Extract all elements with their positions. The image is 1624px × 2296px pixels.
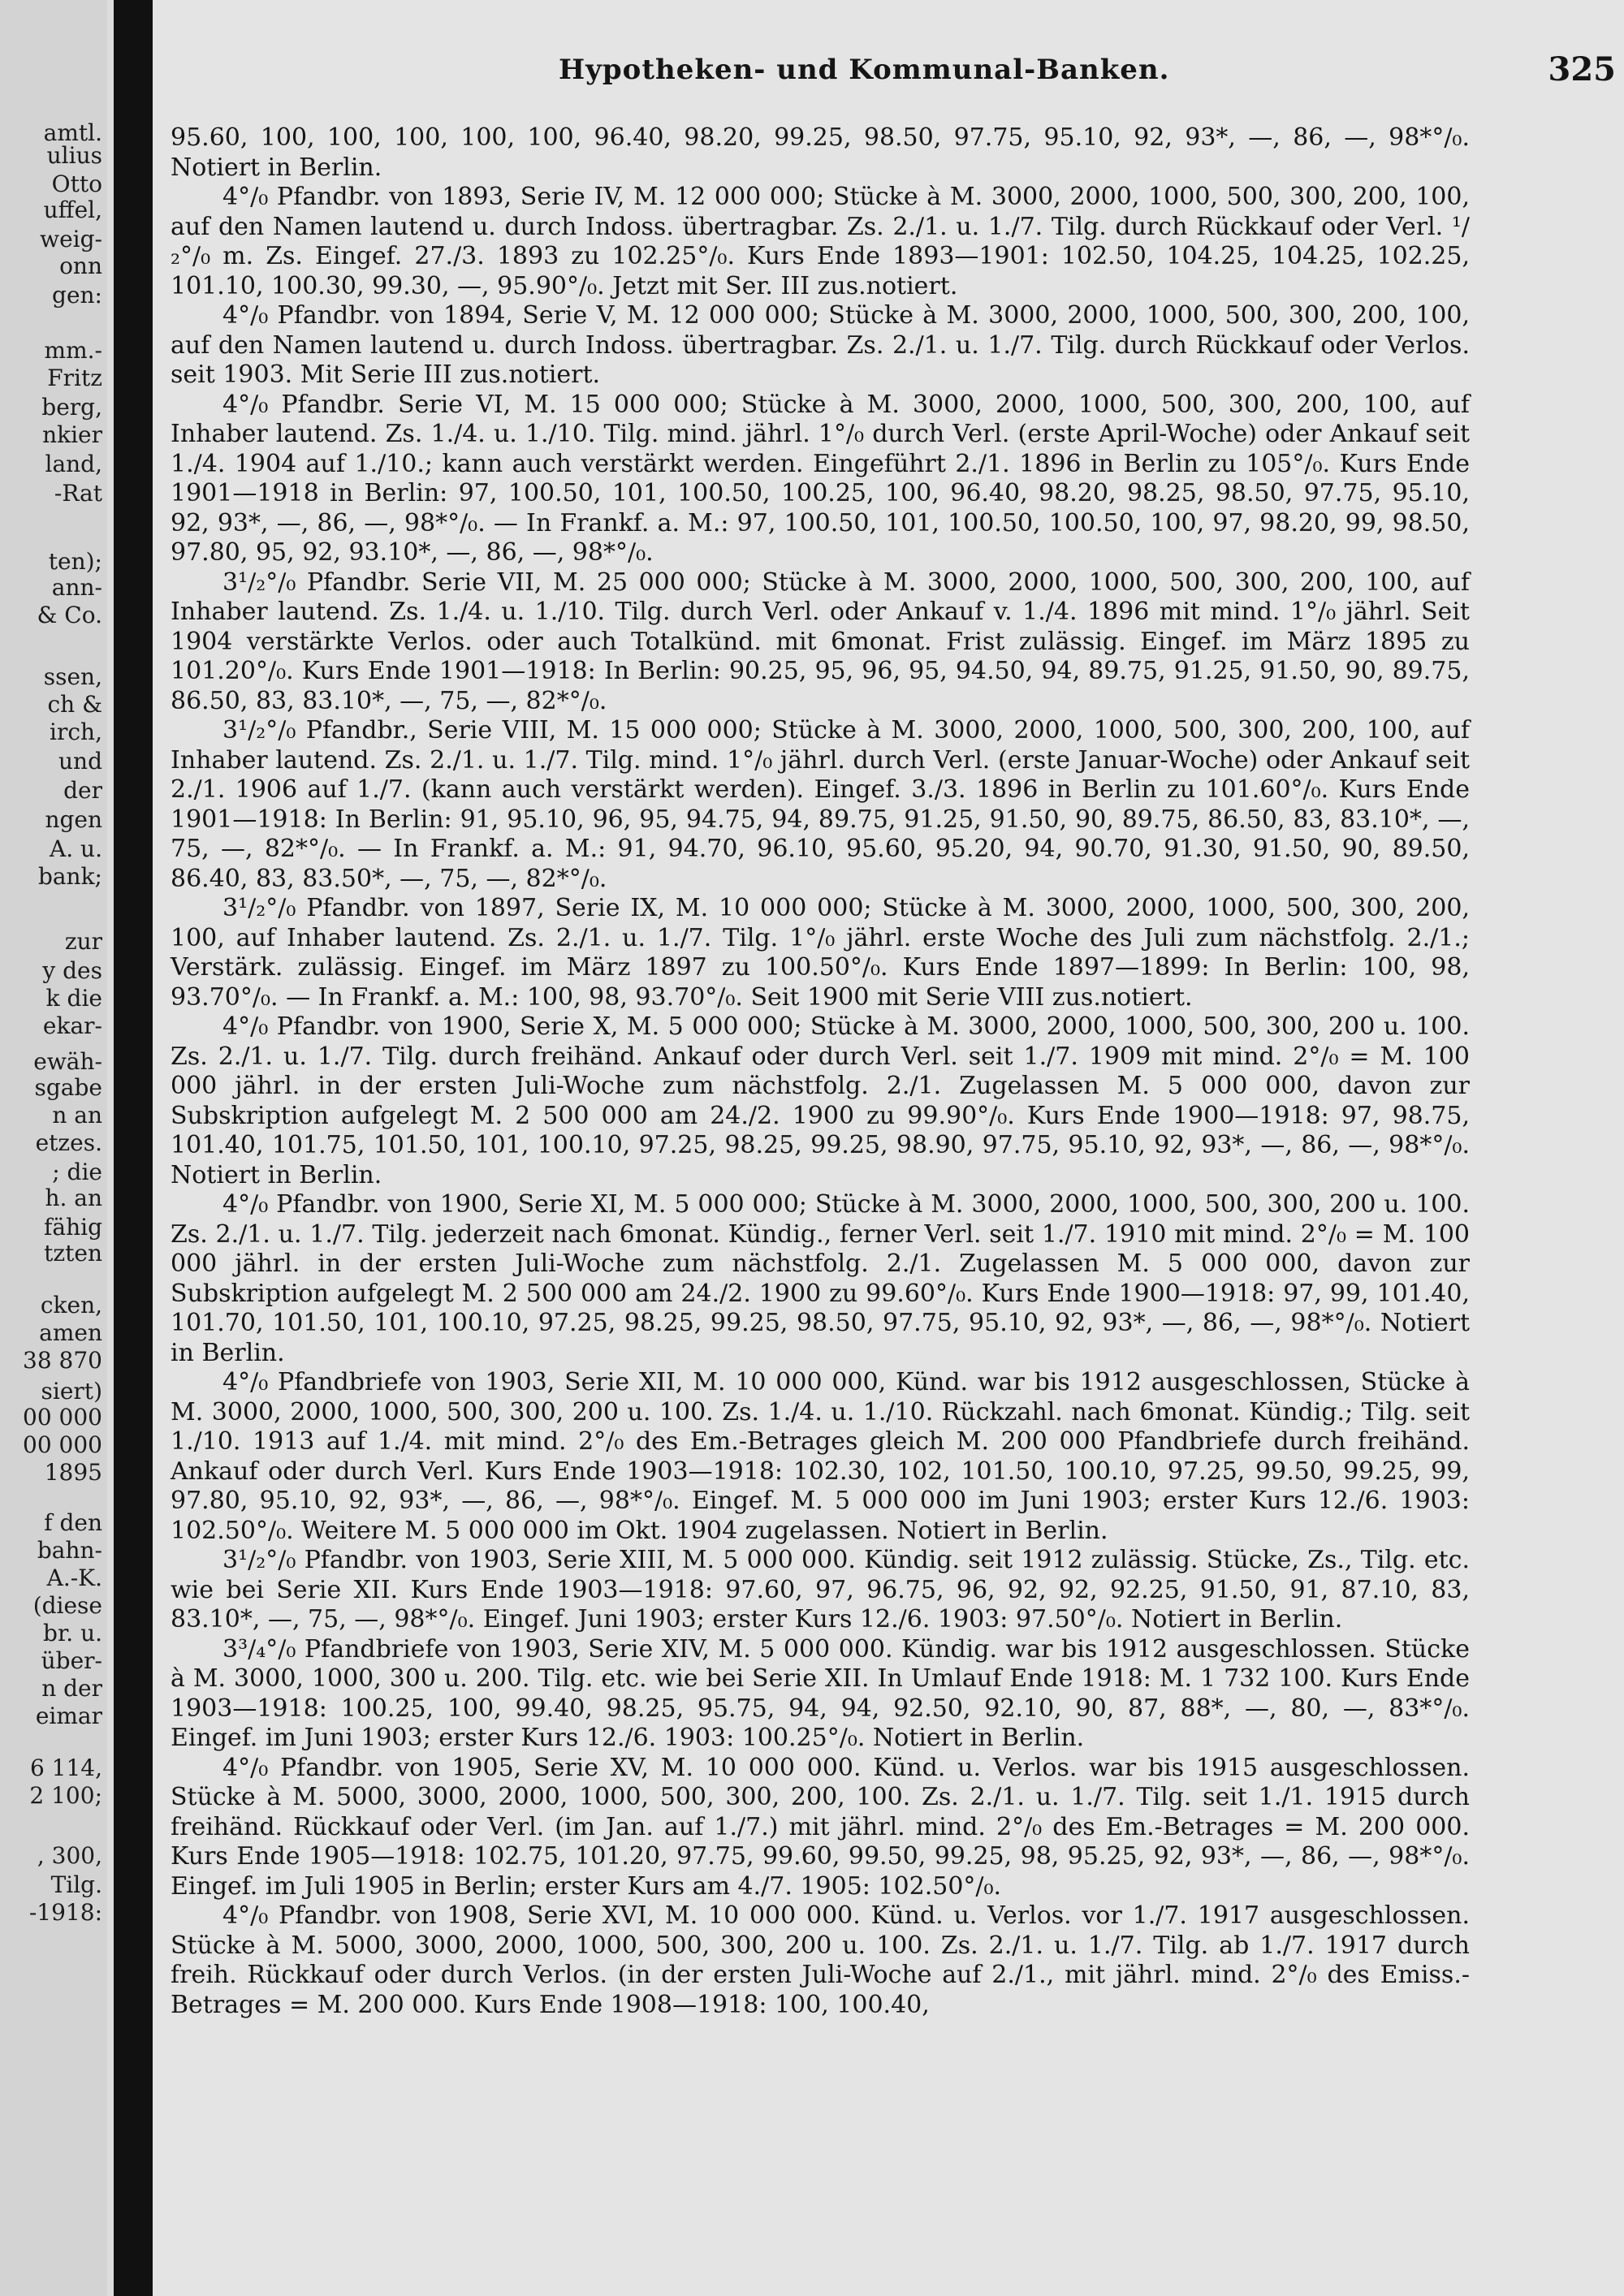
margin-fragment: bahn- [37, 1537, 102, 1564]
margin-fragment: 2 100; [29, 1782, 102, 1809]
margin-fragment: A.-K. [46, 1564, 102, 1591]
text-paragraph: 3¹/₂°/₀ Pfandbr. von 1903, Serie XIII, M. 5 000 000. Kündig. seit 1912 zulässig. Stücke, Zs., Tilg. etc. wie bei Serie XII. Kurs Ende 1903—1918: 97.60, 97, 96.75, 96, 92, 92, 92.25, 91.50, 91, 87.10, 83, 83.10*, —, 75, —, 98*°/₀. Eingef. Juni 1903; erster Kurs 12./6. 1903: 97.50°/₀. Notiert in Berlin. [171, 1546, 1470, 1634]
margin-fragment: ; die [52, 1159, 102, 1185]
page-header [153, 50, 1624, 93]
margin-fragment: , 300, [37, 1842, 102, 1869]
margin-fragment: und [58, 748, 102, 775]
margin-fragment: ekar- [42, 1012, 102, 1039]
margin-fragment: tzten [44, 1240, 102, 1267]
page-number: 325 [1548, 50, 1616, 88]
margin-fragment: k die [45, 985, 102, 1012]
margin-fragment: nkier [42, 421, 102, 448]
document-page [153, 0, 1624, 2296]
margin-fragment: gen: [52, 282, 102, 309]
margin-fragment: irch, [50, 719, 102, 745]
margin-fragment: 00 000 [23, 1404, 102, 1431]
margin-fragment: der [63, 777, 102, 804]
text-paragraph: 4°/₀ Pfandbriefe von 1903, Serie XII, M. 10 000 000, Künd. war bis 1912 ausgeschlossen, Stücke à M. 3000, 2000, 1000, 500, 300, 200 u. 100. Zs. 1./4. u. 1./10. Rückzahl. nach 6monat. Kündig.; Tilg. seit 1./10. 1913 auf 1./4. mit mind. 2°/₀ des Em.-Betrages gleich M. 200 000 Pfandbriefe durch freihänd. Ankauf oder durch Verl. Kurs Ende 1903—1918: 102.30, 102, 101.50, 100.10, 97.25, 99.50, 99.25, 99, 97.80, 95.10, 92, 93*, —, 86, —, 98*°/₀. Eingef. M. 5 000 000 im Juni 1903; erster Kurs 12./6. 1903: 102.50°/₀. Weitere M. 5 000 000 im Okt. 1904 zugelassen. Notiert in Berlin. [171, 1368, 1470, 1545]
margin-fragment: ulius [46, 142, 102, 169]
text-paragraph: 4°/₀ Pfandbr. Serie VI, M. 15 000 000; Stücke à M. 3000, 2000, 1000, 500, 300, 200, 100, auf Inhaber lautend. Zs. 1./4. u. 1./10. Tilg. mind. jährl. 1°/₀ durch Verl. (erste April-Woche) oder Ankauf seit 1./4. 1904 auf 1./10.; kann auch verstärkt werden. Eingeführt 2./1. 1896 in Berlin zu 105°/₀. Kurs Ende 1901—1918 in Berlin: 97, 100.50, 101, 100.50, 100.25, 100, 96.40, 98.20, 98.25, 98.50, 97.75, 95.10, 92, 93*, —, 86, —, 98*°/₀. — In Frankf. a. M.: 97, 100.50, 101, 100.50, 100.50, 100, 97, 98.20, 99, 98.50, 97.80, 95, 92, 93.10*, —, 86, —, 98*°/₀. [171, 390, 1470, 567]
margin-fragment: n der [41, 1675, 102, 1702]
margin-fragment: h. an [45, 1185, 102, 1211]
margin-fragment: weig- [40, 226, 102, 252]
margin-fragment: bank; [37, 863, 102, 890]
book-spine [114, 0, 153, 2296]
margin-fragment: f den [44, 1509, 102, 1536]
margin-fragment: cken, [40, 1292, 102, 1318]
margin-fragment: 00 000 [23, 1431, 102, 1458]
margin-fragment: (diese [32, 1592, 102, 1619]
margin-fragment: sgabe [34, 1074, 102, 1101]
text-paragraph: 4°/₀ Pfandbr. von 1905, Serie XV, M. 10 000 000. Künd. u. Verlos. war bis 1915 ausgeschlossen. Stücke à M. 5000, 3000, 2000, 1000, 500, 300, 200, 100. Zs. 2./1. u. 1./7. Tilg. seit 1./1. 1915 durch freihänd. Rückkauf oder Verl. (im Jan. auf 1./7.) mit jährl. mind. 2°/₀ des Em.-Betrages = M. 200 000. Kurs Ende 1905—1918: 102.75, 101.20, 97.75, 99.60, 99.50, 99.25, 98, 95.25, 92, 93*, —, 86, —, 98*°/₀. Eingef. im Juli 1905 in Berlin; erster Kurs am 4./7. 1905: 102.50°/₀. [171, 1753, 1470, 1901]
margin-fragment: ssen, [43, 663, 102, 690]
margin-fragment: ngen [45, 806, 102, 833]
margin-fragment: ten); [48, 548, 102, 575]
margin-fragment: ch & [47, 691, 102, 718]
body-text [171, 123, 1470, 2020]
margin-fragment: ewäh- [33, 1048, 102, 1075]
text-paragraph: 3¹/₂°/₀ Pfandbr. von 1897, Serie IX, M. 10 000 000; Stücke à M. 3000, 2000, 1000, 500, 300, 200, 100, auf Inhaber lautend. Zs. 2./1. u. 1./7. Tilg. 1°/₀ jährl. erste Woche des Juli zum nächstfolg. 2./1.; Verstärk. zulässig. Eingef. im März 1897 zu 100.50°/₀. Kurs Ende 1897—1899: In Berlin: 100, 98, 93.70°/₀. — In Frankf. a. M.: 100, 98, 93.70°/₀. Seit 1900 mit Serie VIII zus.notiert. [171, 894, 1470, 1012]
margin-fragment: fähig [44, 1214, 102, 1241]
text-paragraph: 4°/₀ Pfandbr. von 1893, Serie IV, M. 12 000 000; Stücke à M. 3000, 2000, 1000, 500, 300, 200, 100, auf den Namen lautend u. durch Indoss. übertragbar. Zs. 2./1. u. 1./7. Tilg. durch Rückkauf oder Verl. ¹/₂°/₀ m. Zs. Eingef. 27./3. 1893 zu 102.25°/₀. Kurs Ende 1893—1901: 102.50, 104.25, 104.25, 102.25, 101.10, 100.30, 99.30, —, 95.90°/₀. Jetzt mit Ser. III zus.notiert. [171, 183, 1470, 300]
margin-fragment: 6 114, [29, 1754, 102, 1781]
margin-fragment: ann- [51, 574, 102, 601]
text-paragraph: 95.60, 100, 100, 100, 100, 100, 96.40, 98.20, 99.25, 98.50, 97.75, 95.10, 92, 93*, —, 86, —, 98*°/₀. Notiert in Berlin. [171, 123, 1470, 182]
margin-fragment: & Co. [37, 602, 102, 628]
margin-fragment: mm.- [44, 337, 102, 364]
margin-fragment: y des [42, 957, 102, 984]
text-paragraph: 4°/₀ Pfandbr. von 1900, Serie X, M. 5 000 000; Stücke à M. 3000, 2000, 1000, 500, 300, 200 u. 100. Zs. 2./1. u. 1./7. Tilg. durch freihänd. Ankauf oder durch Verl. seit 1./7. 1909 mit mind. 2°/₀ = M. 100 000 jährl. in der ersten Juli-Woche zum nächstfolg. 2./1. Zugelassen M. 5 000 000, davon zur Subskription aufgelegt M. 2 500 000 am 24./2. 1900 zu 99.90°/₀. Kurs Ende 1900—1918: 97, 98.75, 101.40, 101.75, 101.50, 101, 100.10, 97.25, 98.25, 99.25, 98.90, 97.75, 95.10, 92, 93*, —, 86, —, 98*°/₀. Notiert in Berlin. [171, 1012, 1470, 1189]
margin-fragment: über- [41, 1647, 102, 1674]
text-paragraph: 4°/₀ Pfandbr. von 1908, Serie XVI, M. 10 000 000. Künd. u. Verlos. vor 1./7. 1917 ausgeschlossen. Stücke à M. 5000, 3000, 2000, 1000, 500, 300, 200 u. 100. Zs. 2./1. u. 1./7. Tilg. ab 1./7. 1917 durch freih. Rückkauf oder durch Verlos. (in der ersten Juli-Woche auf 2./1., mit jährl. mind. 2°/₀ des Emiss.-Betrages = M. 200 000. Kurs Ende 1908—1918: 100, 100.40, [171, 1901, 1470, 2019]
margin-fragment: Tilg. [50, 1871, 102, 1898]
margin-fragment: uffel, [43, 196, 102, 223]
text-paragraph: 4°/₀ Pfandbr. von 1900, Serie XI, M. 5 000 000; Stücke à M. 3000, 2000, 1000, 500, 300, 200 u. 100. Zs. 2./1. u. 1./7. Tilg. jederzeit nach 6monat. Kündig., ferner Verl. seit 1./7. 1910 mit mind. 2°/₀ = M. 100 000 jährl. in der ersten Juli-Woche zum nächstfolg. 2./1. Zugelassen M. 5 000 000, davon zur Subskription aufgelegt M. 2 500 000 am 24./2. 1900 zu 99.60°/₀. Kurs Ende 1900—1918: 97, 99, 101.40, 101.70, 101.50, 101, 100.10, 97.25, 98.25, 99.25, 98.50, 97.75, 95.10, 92, 93*, —, 86, —, 98*°/₀. Notiert in Berlin. [171, 1190, 1470, 1367]
margin-fragment: Fritz [47, 365, 102, 391]
margin-fragment: Otto [51, 170, 102, 197]
margin-fragment: br. u. [43, 1620, 102, 1646]
margin-fragment: berg, [41, 394, 102, 421]
margin-fragment: -Rat [54, 480, 102, 507]
margin-fragment: 38 870 [23, 1347, 102, 1374]
text-paragraph: 3³/₄°/₀ Pfandbriefe von 1903, Serie XIV, M. 5 000 000. Kündig. war bis 1912 ausgeschlossen. Stücke à M. 3000, 1000, 300 u. 200. Tilg. etc. wie bei Serie XII. In Umlauf Ende 1918: M. 1 732 100. Kurs Ende 1903—1918: 100.25, 100, 99.40, 98.25, 95.75, 94, 94, 92.50, 92.10, 90, 87, 88*, —, 80, —, 83*°/₀. Eingef. im Juni 1903; erster Kurs 12./6. 1903: 100.25°/₀. Notiert in Berlin. [171, 1634, 1470, 1752]
margin-fragment: land, [45, 451, 102, 477]
adjacent-page-margin [0, 0, 107, 2296]
margin-fragment: onn [59, 252, 102, 279]
margin-fragment: amen [39, 1319, 102, 1346]
text-paragraph: 3¹/₂°/₀ Pfandbr. Serie VII, M. 25 000 000; Stücke à M. 3000, 2000, 1000, 500, 300, 200, 100, auf Inhaber lautend. Zs. 1./4. u. 1./10. Tilg. durch Verl. oder Ankauf v. 1./4. 1896 mit mind. 1°/₀ jährl. Seit 1904 verstärkte Verlos. oder auch Totalkünd. mit 6monat. Frist zulässig. Eingef. im März 1895 zu 101.20°/₀. Kurs Ende 1901—1918: In Berlin: 90.25, 95, 96, 95, 94.50, 94, 89.75, 91.25, 91.50, 90, 89.75, 86.50, 83, 83.10*, —, 75, —, 82*°/₀. [171, 568, 1470, 715]
margin-fragment: amtl. [43, 119, 102, 146]
margin-fragment: etzes. [35, 1129, 102, 1156]
margin-fragment: siert) [41, 1378, 102, 1405]
margin-fragment: -1918: [28, 1899, 102, 1926]
text-paragraph: 3¹/₂°/₀ Pfandbr., Serie VIII, M. 15 000 000; Stücke à M. 3000, 2000, 1000, 500, 300, 200, 100, auf Inhaber lautend. Zs. 2./1. u. 1./7. Tilg. mind. 1°/₀ jährl. durch Verl. (erste Januar-Woche) oder Ankauf seit 2./1. 1906 auf 1./7. (kann auch verstärkt werden). Eingef. 3./3. 1896 in Berlin zu 101.60°/₀. Kurs Ende 1901—1918: In Berlin: 91, 95.10, 96, 95, 94.75, 94, 89.75, 91.25, 91.50, 90, 89.75, 86.50, 83, 83.10*, —, 75, —, 82*°/₀. — In Frankf. a. M.: 91, 94.70, 96.10, 95.60, 95.20, 94, 90.70, 91.30, 91.50, 90, 89.50, 86.40, 83, 83.50*, —, 75, —, 82*°/₀. [171, 716, 1470, 893]
margin-fragment: 1895 [44, 1459, 102, 1486]
text-paragraph: 4°/₀ Pfandbr. von 1894, Serie V, M. 12 000 000; Stücke à M. 3000, 2000, 1000, 500, 300, 200, 100, auf den Namen lautend u. durch Indoss. übertragbar. Zs. 2./1. u. 1./7. Tilg. durch Rückkauf oder Verlos. seit 1903. Mit Serie III zus.notiert. [171, 301, 1470, 389]
running-title: Hypotheken- und Kommunal-Banken. [559, 54, 1170, 86]
margin-fragment: zur [64, 928, 102, 955]
margin-fragment: eimar [35, 1703, 102, 1729]
margin-fragment: n an [52, 1102, 102, 1129]
margin-fragment: A. u. [50, 835, 102, 862]
